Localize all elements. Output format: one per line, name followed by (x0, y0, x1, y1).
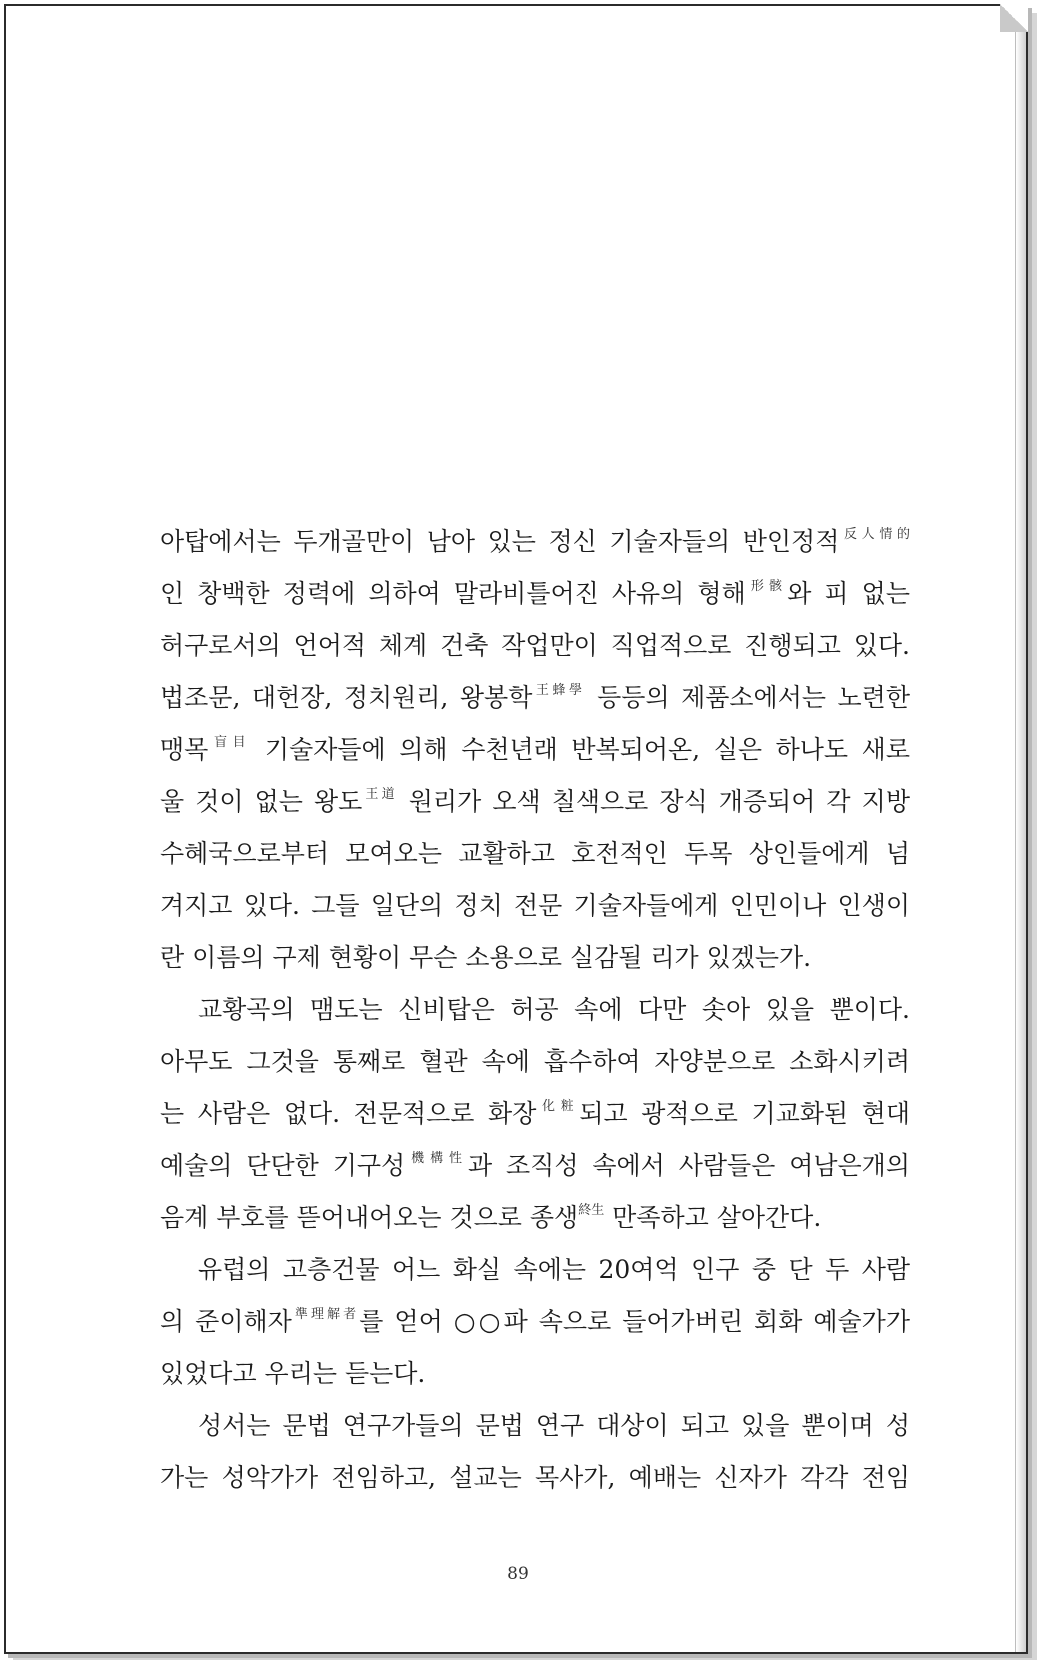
text-line: 의 준이해자$^{準理解者}$를 얻어 ○○파 속으로 들어가버린 회화 예술가가 (160, 1307, 910, 1336)
page-number: 89 (507, 1564, 529, 1584)
paragraph-2 (160, 984, 910, 1244)
text-line: 가는 성악가가 전임하고, 설교는 목사가, 예배는 신자가 각각 전임 (160, 1463, 910, 1492)
text-line: 음계 부호를 뜯어내어오는 것으로 종생$^{終生}$ 만족하고 살아간다. (160, 1203, 822, 1232)
book-page (4, 4, 1028, 1654)
text-line: 맹목$^{盲目}$ 기술자들에 의해 수천년래 반복되어온, 실은 하나도 새로 (160, 735, 910, 764)
hanja-annotation: 終生 (578, 1203, 605, 1218)
text-line: 허구로서의 언어적 체계 건축 작업만이 직업적으로 진행되고 있다. (160, 631, 910, 660)
paragraph-1 (160, 516, 910, 984)
page-edge (1015, 6, 1026, 1652)
hanja-annotation: 形骸 (745, 579, 788, 594)
text-line: 겨지고 있다. 그들 일단의 정치 전문 기술자들에게 인민이나 인생이 (160, 891, 910, 920)
page-fold (1000, 4, 1028, 32)
text-line: 인 창백한 정력에 의하여 말라비틀어진 사유의 형해$^{形骸}$와 피 없는 (160, 579, 910, 608)
text-line: 란 이름의 구제 현황이 무슨 소용으로 실감될 리가 있겠는가. (160, 943, 812, 972)
paragraph-3 (160, 1244, 910, 1400)
paragraph-4 (160, 1400, 910, 1504)
text-line: 법조문, 대헌장, 정치원리, 왕봉학$^{王蜂學}$ 등등의 제품소에서는 노련한 (160, 683, 910, 712)
hanja-annotation: 化粧 (536, 1099, 580, 1114)
text-line: 예술의 단단한 기구성$^{機構性}$과 조직성 속에서 사람들은 여남은개의 (160, 1151, 910, 1180)
text-line: 수혜국으로부터 모여오는 교활하고 호전적인 두목 상인들에게 넘 (160, 839, 910, 868)
hanja-annotation: 王蜂學 (532, 683, 586, 698)
hanja-annotation: 機構性 (405, 1151, 468, 1166)
text-line: 교황곡의 맴도는 신비탑은 허공 속에 다만 솟아 있을 뿐이다. (198, 995, 910, 1024)
text-line: 있었다고 우리는 듣는다. (160, 1359, 426, 1388)
hanja-annotation: 反人情的 (839, 527, 910, 542)
text-line: 유럽의 고층건물 어느 화실 속에는 20여억 인구 중 단 두 사람 (198, 1255, 910, 1284)
hanja-annotation: 準理解者 (291, 1307, 360, 1322)
text-line: 아탑에서는 두개골만이 남아 있는 정신 기술자들의 반인정적$^{反人情的}$ (160, 527, 910, 556)
hanja-annotation: 王道 (362, 787, 398, 802)
text-line: 아무도 그것을 통째로 혈관 속에 흡수하여 자양분으로 소화시키려 (160, 1047, 910, 1076)
body-text (160, 516, 910, 1504)
hanja-annotation: 盲目 (208, 735, 252, 750)
text-line: 성서는 문법 연구가들의 문법 연구 대상이 되고 있을 뿐이며 성 (198, 1411, 910, 1440)
text-line: 는 사람은 없다. 전문적으로 화장$^{化粧}$되고 광적으로 기교화된 현대 (160, 1099, 910, 1128)
text-line: 울 것이 없는 왕도$^{王道}$ 원리가 오색 칠색으로 장식 개증되어 각 지방 (160, 787, 910, 816)
